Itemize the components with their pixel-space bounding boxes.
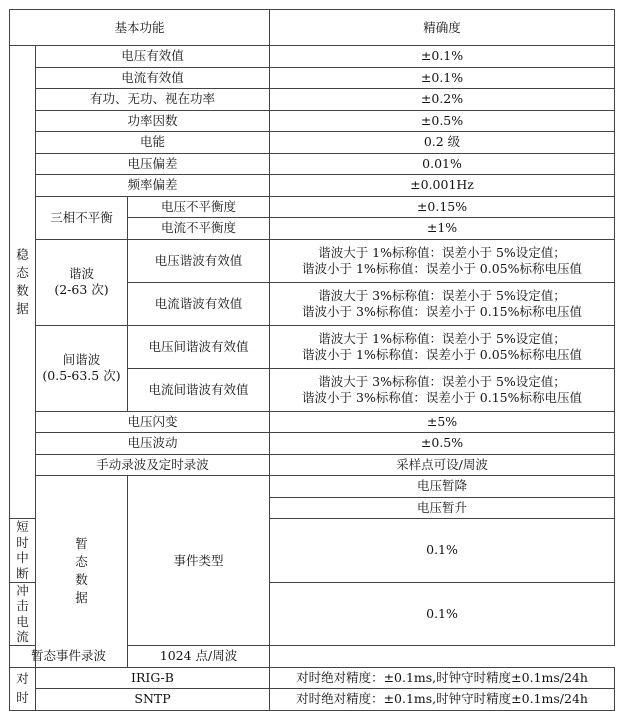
table-row (10, 689, 615, 711)
table-row (10, 110, 615, 132)
row-label: 电能 (36, 132, 270, 154)
header-row (10, 10, 615, 46)
row-label: SNTP (36, 689, 270, 711)
row-value: ±0.2% (270, 89, 615, 111)
row-value: ±1% (270, 218, 615, 240)
row-value: 0.1% (270, 582, 615, 646)
table-row (10, 196, 615, 218)
unbalance-label: 三相不平衡 (36, 196, 128, 239)
row-value: 谐波大于 3%标称值：误差小于 5%设定值； 谐波小于 3%标称值：误差小于 0.15%标称电压值 (270, 368, 615, 411)
row-value: ±0.001Hz (270, 175, 615, 197)
table-row (10, 239, 615, 282)
row-value: 1024 点/周波 (128, 646, 270, 668)
row-value: 0.1% (270, 519, 615, 583)
row-label: IRIG-B (36, 667, 270, 689)
row-value: 采样点可设/周波 (270, 454, 615, 476)
row-label: 电压不平衡度 (128, 196, 270, 218)
row-value: 谐波大于 1%标称值：误差小于 5%设定值； 谐波小于 1%标称值：误差小于 0.05%标称电压值 (270, 239, 615, 282)
row-label: 短时中断 (10, 519, 36, 583)
row-value: ±0.5% (270, 110, 615, 132)
table-row (10, 476, 615, 498)
row-label: 频率偏差 (36, 175, 270, 197)
row-value: 对时绝对精度：±0.1ms,时钟守时精度±0.1ms/24h (270, 667, 615, 689)
row-value: ±0.15% (270, 196, 615, 218)
row-label: 电流谐波有效值 (128, 282, 270, 325)
row-label: 功率因数 (36, 110, 270, 132)
header-function: 基本功能 (10, 10, 270, 46)
table-row (10, 411, 615, 433)
table-row (10, 454, 615, 476)
row-value: ±0.1% (270, 67, 615, 89)
row-label: 电压暂降 (270, 476, 615, 498)
event-label: 事件类型 (128, 476, 270, 646)
row-label: 电压波动 (36, 433, 270, 455)
group-transient: 暂态数据 (36, 476, 128, 668)
row-value: 谐波大于 3%标称值：误差小于 5%设定值； 谐波小于 3%标称值：误差小于 0.15%标称电压值 (270, 282, 615, 325)
table-row (10, 667, 615, 689)
row-value: 对时绝对精度：±0.1ms,时钟守时精度±0.1ms/24h (270, 689, 615, 711)
row-label: 电压有效值 (36, 46, 270, 68)
header-accuracy: 精确度 (270, 10, 615, 46)
interharmonic-label: 间谐波 (0.5-63.5 次) (36, 325, 128, 411)
table-row (10, 433, 615, 455)
row-label: 电压暂升 (270, 497, 615, 519)
table-row (10, 153, 615, 175)
row-label: 电压闪变 (36, 411, 270, 433)
row-label: 电压偏差 (36, 153, 270, 175)
row-label: 电压间谐波有效值 (128, 325, 270, 368)
row-label: 暂态事件录波 (10, 646, 128, 668)
table-row (10, 175, 615, 197)
group-steady: 稳态数据 (10, 46, 36, 519)
table-row (10, 89, 615, 111)
table-row (10, 132, 615, 154)
row-value: 0.01% (270, 153, 615, 175)
table-row (10, 325, 615, 368)
row-label: 有功、无功、视在功率 (36, 89, 270, 111)
row-label: 电流不平衡度 (128, 218, 270, 240)
row-value: ±5% (270, 411, 615, 433)
row-label: 冲击电流 (10, 582, 36, 646)
table-row (10, 646, 615, 668)
spec-table (9, 9, 615, 711)
table-row (10, 46, 615, 68)
row-label: 电流间谐波有效值 (128, 368, 270, 411)
row-value: 谐波大于 1%标称值：误差小于 5%设定值； 谐波小于 1%标称值：误差小于 0.05%标称电压值 (270, 325, 615, 368)
row-value: 0.2 级 (270, 132, 615, 154)
harmonic-label: 谐波 (2-63 次) (36, 239, 128, 325)
row-value: ±0.1% (270, 46, 615, 68)
row-label: 手动录波及定时录波 (36, 454, 270, 476)
table-row (10, 67, 615, 89)
group-timing: 对时 (10, 667, 36, 710)
row-label: 电压谐波有效值 (128, 239, 270, 282)
row-value: ±0.5% (270, 433, 615, 455)
row-label: 电流有效值 (36, 67, 270, 89)
